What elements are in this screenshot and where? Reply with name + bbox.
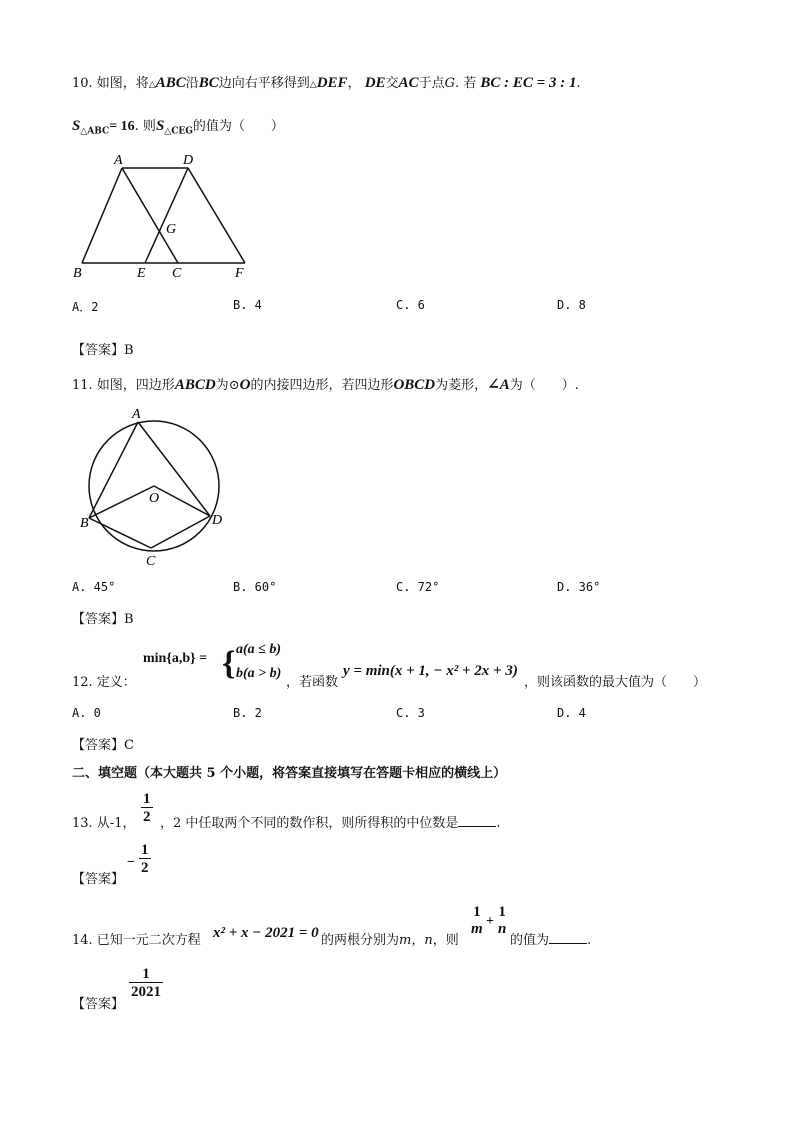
label-a: A: [132, 407, 141, 422]
label-f: F: [235, 266, 244, 281]
q13-blank[interactable]: [458, 814, 496, 827]
label-g: G: [166, 222, 177, 237]
segment-ab: [82, 168, 122, 263]
q10-line1: 10. 如图，将△ABC沿BC边向右平移得到△DEF， DE交AC于点G. 若 BC : EC = 3 : 1.: [72, 75, 581, 91]
q10-option-a[interactable]: A．2: [72, 300, 99, 314]
q12-brace: {: [222, 645, 236, 682]
q11-figure: [76, 402, 236, 572]
q12-answer: 【答案】C: [72, 738, 134, 753]
segment-bo: [89, 486, 154, 518]
label-c: C: [146, 554, 156, 569]
q11-answer: 【答案】B: [72, 612, 134, 627]
q12-min-def: min{a,b} =: [143, 651, 208, 666]
section-2-heading: 二、填空题（本大题共 5 个小题，将答案直接填写在答题卡相应的横线上）: [72, 766, 507, 781]
q12-case2: b(a > b): [236, 666, 282, 681]
q14-fraction-1m: 1 m: [471, 904, 483, 937]
q14-equation: x² + x − 2021 = 0: [213, 925, 319, 941]
label-b: B: [80, 516, 89, 531]
q13-answer-sign: −: [127, 855, 135, 870]
q13-fraction: $\frac{1}{2}$: [143, 791, 151, 825]
q14-fraction-1n: 1 n: [498, 904, 507, 937]
q11-option-a[interactable]: A. 45°: [72, 580, 116, 594]
q12-function: y = min(x + 1, − x² + 2x + 3): [343, 663, 518, 679]
q12-option-c[interactable]: C. 3: [396, 706, 425, 720]
q11-option-d[interactable]: D. 36°: [557, 580, 601, 594]
segment-ac: [122, 168, 178, 263]
label-e: E: [137, 266, 146, 281]
label-b: B: [73, 266, 82, 281]
q14-prefix: 14. 已知一元二次方程: [72, 933, 201, 948]
q14-text2: 的值为 .: [510, 933, 592, 948]
q12-text1: ，若函数: [286, 675, 339, 690]
segment-cd: [151, 516, 210, 548]
label-o: O: [149, 491, 160, 506]
q12-text2: ，则该函数的最大值为（ ）: [524, 675, 707, 690]
q10-option-d[interactable]: D. 8: [557, 298, 586, 312]
q11-line1: 11. 如图，四边形ABCD为⊙O的内接四边形，若四边形OBCD为菱形，∠A为（ ）.: [72, 377, 579, 393]
q14-plus: +: [486, 914, 494, 929]
q12-option-a[interactable]: A. 0: [72, 706, 101, 720]
q10-option-b[interactable]: B. 4: [233, 298, 262, 312]
q12-prefix: 12. 定义：: [72, 675, 136, 690]
q13-prefix: 13. 从-1，: [72, 816, 136, 831]
segment-df: [188, 168, 245, 263]
q14-answer-label: 【答案】: [72, 997, 125, 1012]
q14-text1: 的两根分别为m，n，则: [321, 933, 459, 948]
q12-option-d[interactable]: D. 4: [557, 706, 586, 720]
q11-option-c[interactable]: C. 72°: [396, 580, 440, 594]
label-c: C: [172, 266, 182, 281]
label-a: A: [114, 153, 123, 168]
q14-blank[interactable]: [549, 931, 587, 944]
label-d: D: [183, 153, 194, 168]
q10-option-c[interactable]: C. 6: [396, 298, 425, 312]
q13-answer-label: 【答案】: [72, 872, 125, 887]
q10-answer: 【答案】B: [72, 343, 134, 358]
label-d: D: [212, 513, 223, 528]
segment-de: [145, 168, 188, 263]
q12-case1: a(a ≤ b): [236, 642, 282, 657]
q10-line2: $S_{\triangle ABC}= 16$. 则$S_{\triangle CEG}$的值为（ ）: [72, 118, 284, 137]
segment-ab: [89, 422, 138, 518]
segment-bc: [89, 518, 151, 548]
q10-figure: [70, 150, 260, 285]
q12-option-b[interactable]: B. 2: [233, 706, 262, 720]
q13-text: ，2 中任取两个不同的数作积，则所得积的中位数是 .: [160, 816, 501, 831]
segment-od: [154, 486, 210, 516]
q11-option-b[interactable]: B. 60°: [233, 580, 277, 594]
q13-answer-fraction: $\frac{1}{2}$: [141, 842, 149, 876]
q14-answer-fraction: $\frac{1}{2021}$: [131, 966, 161, 1000]
